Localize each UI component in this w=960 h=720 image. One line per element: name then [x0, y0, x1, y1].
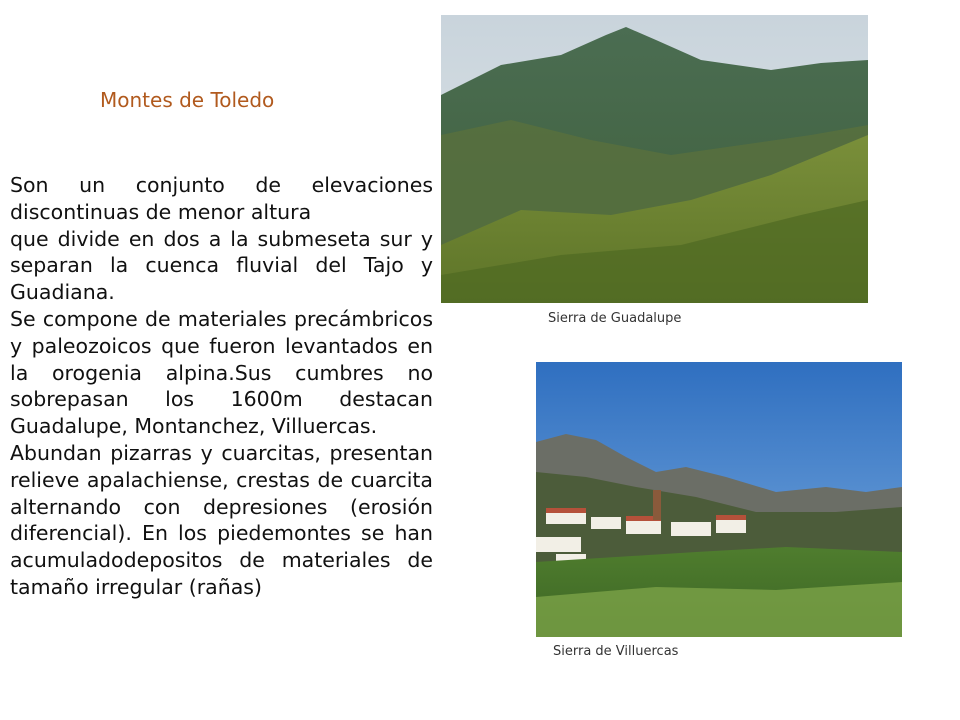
paragraph-3: Se compone de materiales precámbricos y paleozoicos que fueron levantados en la orogenia alpina.Sus cumbres no sobrepasan los 1600m destacan Guadalupe, Montanchez, Villuercas.	[10, 306, 433, 439]
paragraph-1: Son un conjunto de elevaciones discontinuas de menor altura	[10, 173, 433, 224]
paragraph-4: Abundan pizarras y cuarcitas, presentan relieve apalachiense, crestas de cuarcita alternando con depresiones (erosión diferencial). En los piedemontes se han acumuladodepositos de materiales de tamaño irregular (rañas)	[10, 440, 433, 599]
sierra-villuercas-photo	[536, 362, 902, 637]
body-text	[10, 172, 433, 601]
caption-villuercas: Sierra de Villuercas	[553, 644, 679, 659]
paragraph-2: que divide en dos a la submeseta sur y separan la cuenca fluvial del Tajo y Guadiana.	[10, 226, 433, 305]
slide-title: Montes de Toledo	[100, 88, 275, 112]
caption-guadalupe: Sierra de Guadalupe	[548, 311, 682, 326]
sierra-guadalupe-photo	[441, 15, 868, 303]
